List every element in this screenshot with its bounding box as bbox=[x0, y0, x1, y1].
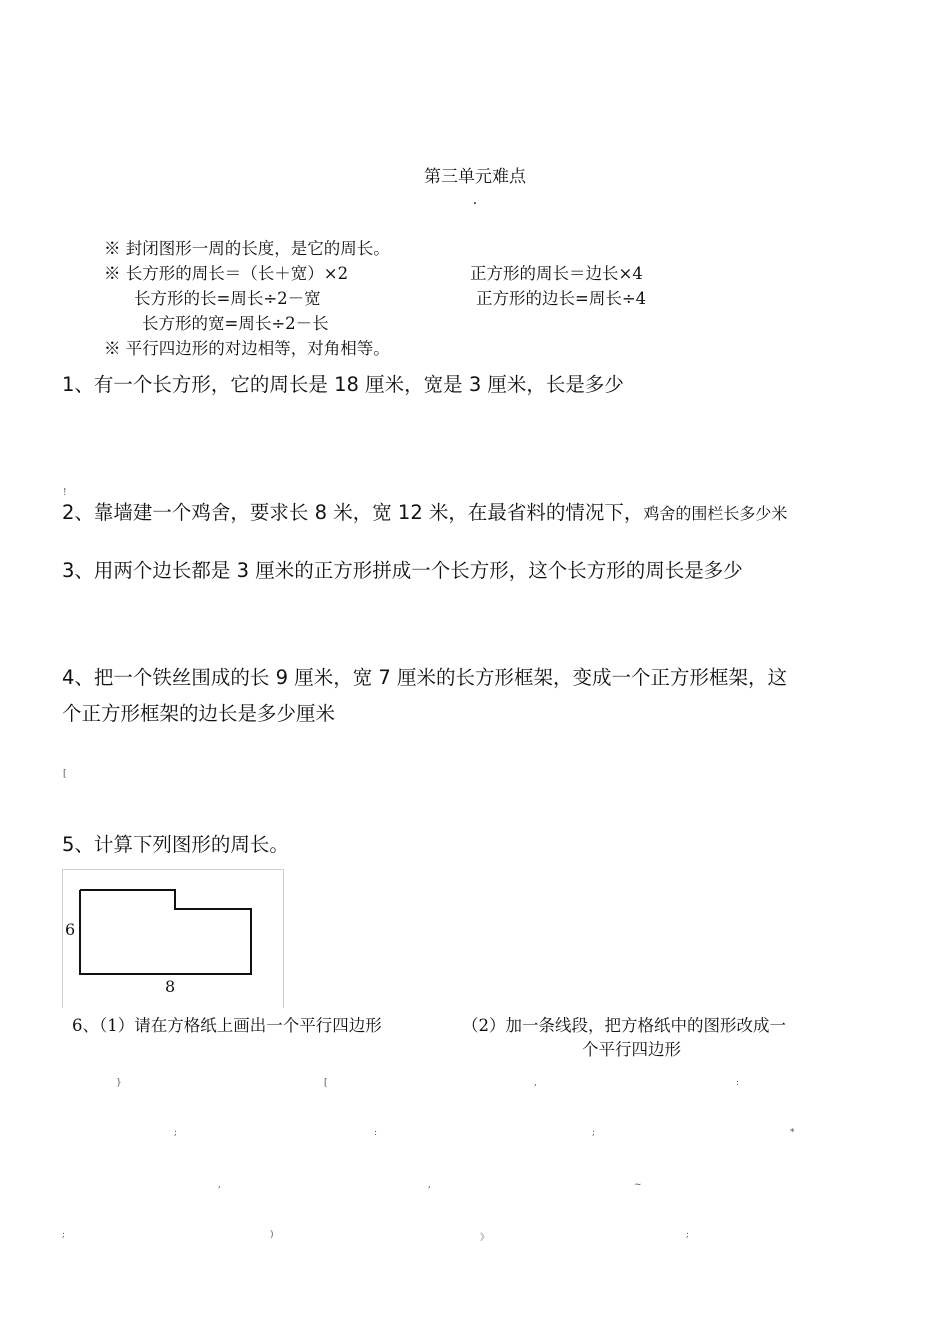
stray-mark: ; bbox=[592, 1128, 596, 1138]
page-title: 第三单元难点 bbox=[424, 167, 526, 187]
question-4-line2: 个正方形框架的边长是多少厘米 bbox=[62, 702, 336, 725]
note-rectangle-width: 长方形的宽=周长÷2－长 bbox=[142, 314, 329, 333]
stray-mark: : bbox=[374, 1128, 378, 1138]
note-parallelogram: ※ 平行四边形的对边相等，对角相等。 bbox=[104, 339, 390, 358]
stray-mark: [ bbox=[324, 1078, 328, 1088]
stray-mark: 》 bbox=[480, 1233, 490, 1243]
stray-mark: [ bbox=[63, 769, 67, 779]
stray-mark: } bbox=[116, 1078, 122, 1088]
note-square-perimeter: 正方形的周长＝边长×4 bbox=[470, 264, 643, 283]
question-6-part-1: 6、（1）请在方格纸上画出一个平行四边形 bbox=[72, 1016, 382, 1035]
question-2 bbox=[62, 497, 787, 530]
stray-mark: * bbox=[790, 1128, 795, 1138]
question-6-part-2-line2: 个平行四边形 bbox=[582, 1040, 681, 1059]
note-square-side: 正方形的边长=周长÷4 bbox=[476, 289, 647, 308]
stray-mark: ; bbox=[686, 1230, 690, 1240]
stray-mark: ! bbox=[63, 488, 67, 498]
stray-mark: ; bbox=[174, 1128, 178, 1138]
stray-mark: ; bbox=[62, 1230, 66, 1240]
figure-label-bottom: 8 bbox=[165, 977, 176, 996]
stray-mark: , bbox=[428, 1180, 431, 1190]
title-dot: . bbox=[472, 192, 478, 208]
question-2-main: 2、靠墙建一个鸡舍，要求长 8 米，宽 12 米，在最省料的情况下， bbox=[62, 501, 644, 524]
note-rectangle-perimeter: ※ 长方形的周长＝（长＋宽）×2 bbox=[104, 264, 349, 283]
figure-label-side: 6 bbox=[65, 920, 76, 939]
question-2-tail: 鸡舍的围栏长多少米 bbox=[643, 504, 788, 523]
question-5: 5、计算下列图形的周长。 bbox=[62, 833, 289, 856]
question-1: 1、有一个长方形，它的周长是 18 厘米，宽是 3 厘米，长是多少 bbox=[62, 373, 624, 396]
stray-mark: , bbox=[534, 1078, 537, 1088]
question-6-part-2-line1: （2）加一条线段，把方格纸中的图形改成一 bbox=[462, 1016, 786, 1035]
stray-mark: : bbox=[736, 1078, 740, 1088]
stray-mark: ~ bbox=[634, 1180, 642, 1190]
figure-outline bbox=[80, 890, 251, 974]
stray-mark: ) bbox=[270, 1230, 274, 1240]
stray-mark: , bbox=[218, 1180, 221, 1190]
question-3: 3、用两个边长都是 3 厘米的正方形拼成一个长方形，这个长方形的周长是多少 bbox=[62, 559, 743, 582]
note-rectangle-length: 长方形的长=周长÷2－宽 bbox=[134, 289, 321, 308]
question-4-line1: 4、把一个铁丝围成的长 9 厘米，宽 7 厘米的长方形框架，变成一个正方形框架，这 bbox=[62, 666, 788, 689]
note-perimeter-definition: ※ 封闭图形一周的长度，是它的周长。 bbox=[104, 239, 390, 258]
